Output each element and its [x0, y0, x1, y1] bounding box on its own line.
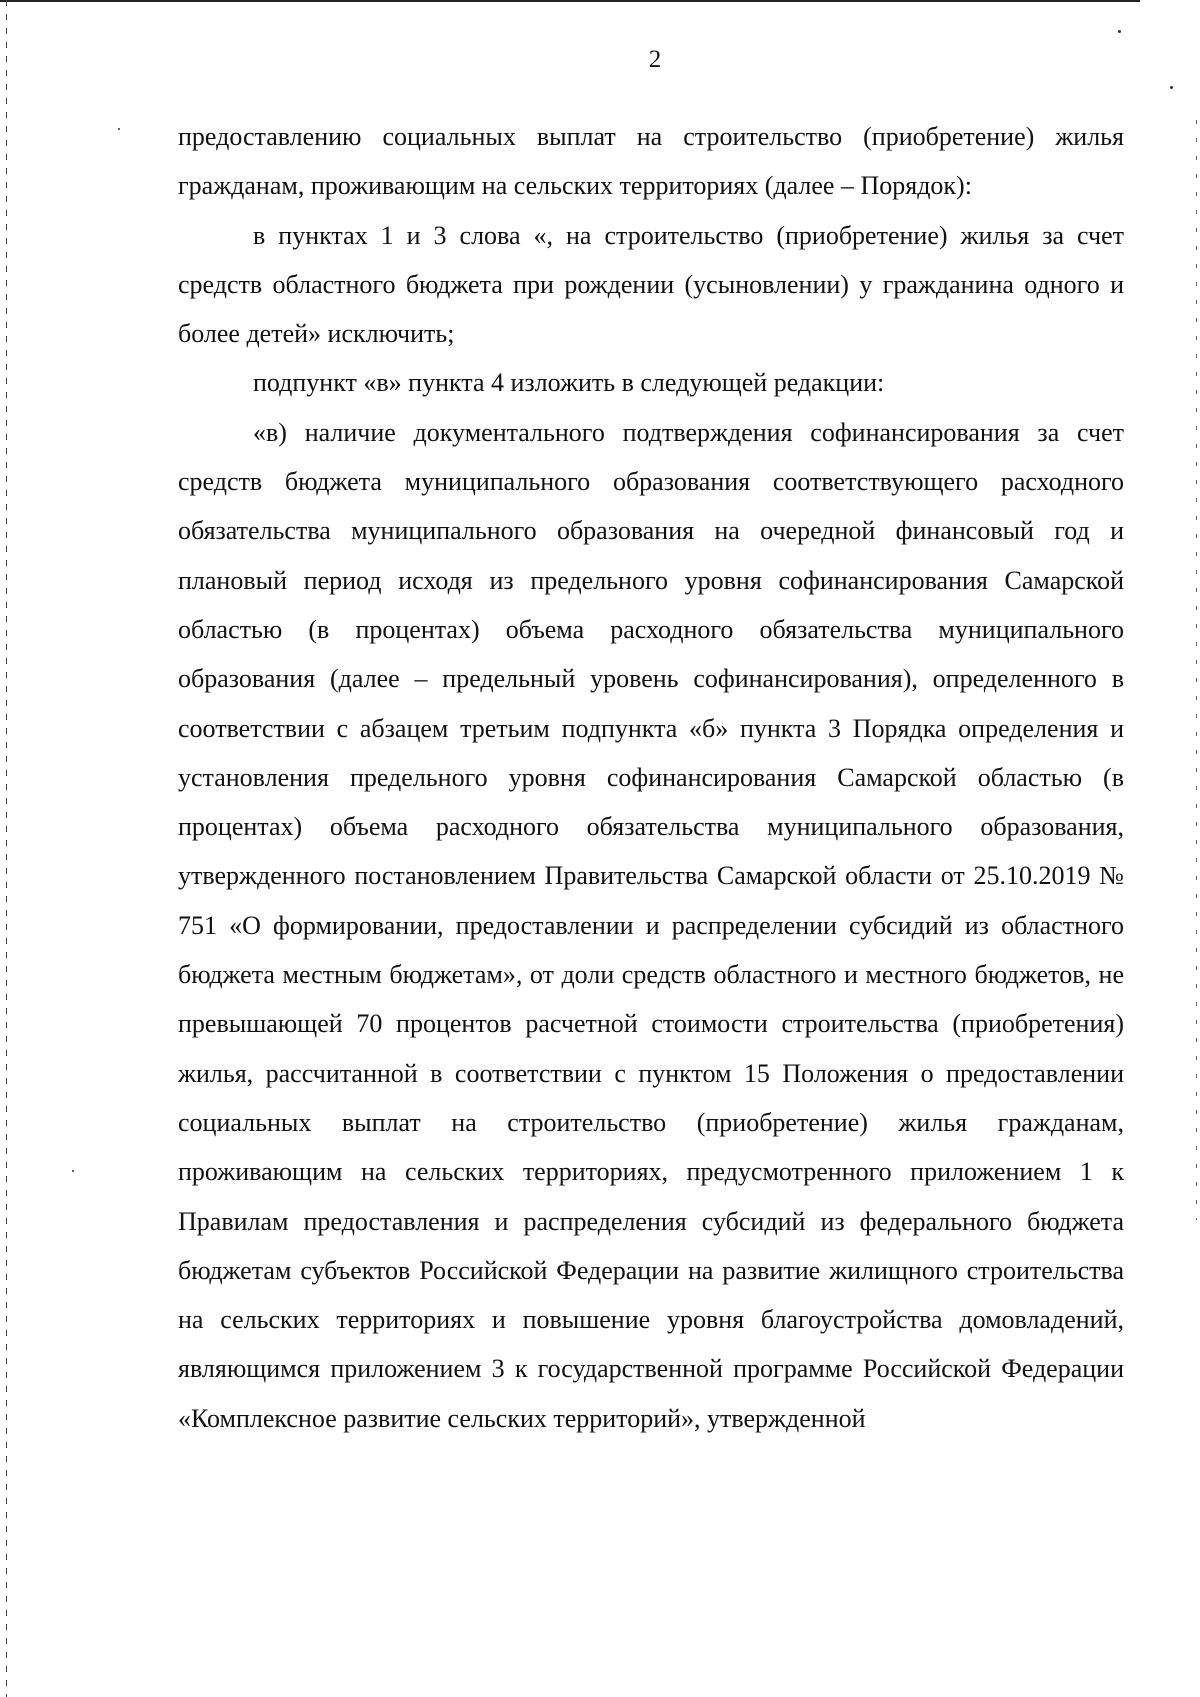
- paragraph-points-1-3: в пунктах 1 и 3 слова «, на строительство (приобретение) жилья за счет средств областного бюджета при рождении (усыновлении) у гражданина одного и более детей» исключить;: [178, 220, 1124, 349]
- paragraph-subpoint-v-text: «в) наличие документального подтверждения софинансирования за счет средств бюджета муниципального образования соответствующего расходного обязательства муниципального образования на очередной финансовый год и плановый период исходя из предельного уровня софинансирования Самарской областью (в процентах) объема расходного обязательства муниципального образования (далее – предельный уровень софинансирования), определенного в соответствии с абзацем третьим подпункта «б» пункта 3 Порядка определения и установления предельного уровня софинансирования Самарской областью (в процентах) объема расходного обязательства муниципального образования, утвержденного постановлением Правительства Самарской области от 25.10.2019 № 751 «О формировании, предоставлении и распределении субсидий из областного бюджета местным бюджетам», от доли средств областного и местного бюджетов, не превышающей 70 процентов расчетной стоимости строительства (приобретения) жилья, рассчитанной в соответствии с пунктом 15 Положения о предоставлении социальных выплат на строительство (приобретение) жилья гражданам, проживающим на сельских территориях, предусмотренного приложением 1 к Правилам предоставления и распределения субсидий из федерального бюджета бюджетам субъектов Российской Федерации на развитие жилищного строительства на сельских территориях и повышение уровня благоустройства домовладений, являющимся приложением 3 к государственной программе Российской Федерации «Комплексное развитие сельских территорий», утвержденной: [178, 417, 1124, 1433]
- scan-speck: [1118, 30, 1121, 33]
- page-number: 2: [648, 46, 662, 73]
- scan-speck: [118, 128, 120, 130]
- scan-right-edge: [1196, 120, 1197, 1220]
- scan-left-edge: [6, 0, 7, 1697]
- scan-speck: [72, 1170, 74, 1172]
- document-body: [178, 112, 1124, 1443]
- paragraph-intro-continuation: предоставлению социальных выплат на строительство (приобретение) жилья гражданам, проживающим на сельских территориях (далее – Порядок):: [178, 122, 1124, 201]
- paragraph-subpoint-v: подпункт «в» пункта 4 изложить в следующей редакции:: [253, 368, 885, 398]
- scan-top-edge: [0, 0, 1140, 2]
- scan-speck: [1170, 86, 1173, 89]
